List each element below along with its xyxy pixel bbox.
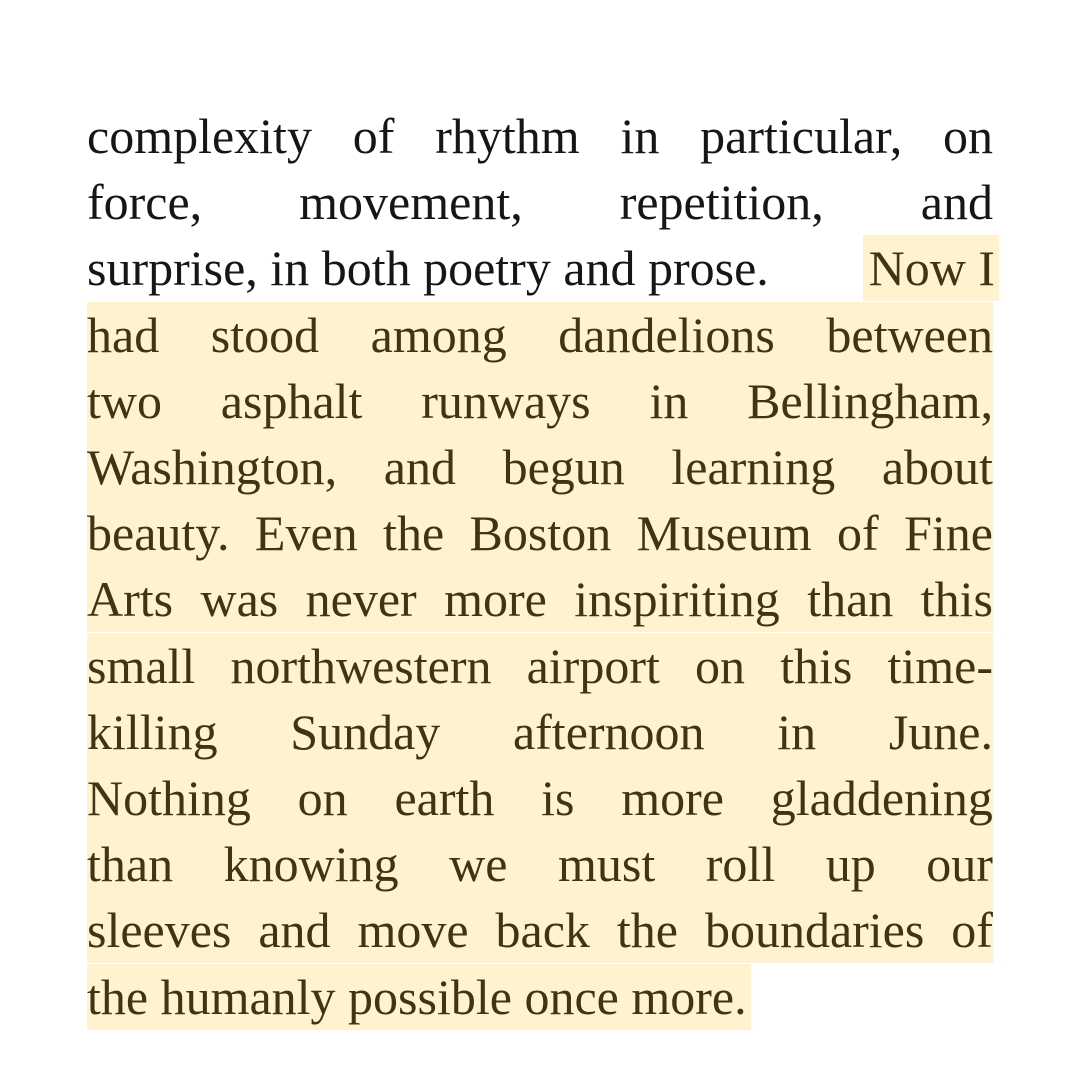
word: on bbox=[694, 637, 745, 694]
word: force, bbox=[87, 174, 203, 231]
highlighted-final-line: the humanly possible once more. bbox=[87, 964, 751, 1030]
word: small bbox=[87, 637, 196, 694]
word: begun bbox=[502, 439, 625, 495]
word: rhythm bbox=[435, 108, 580, 164]
word: this bbox=[920, 571, 993, 628]
word: afternoon bbox=[512, 703, 705, 760]
word: Fine bbox=[904, 505, 993, 562]
word: on bbox=[297, 770, 348, 826]
highlight-start-segment[interactable]: Now I bbox=[863, 235, 999, 301]
word: back bbox=[495, 902, 590, 959]
word: had bbox=[87, 306, 160, 363]
word: inspiriting bbox=[574, 571, 780, 628]
word: and bbox=[920, 174, 993, 231]
highlighted-text-line bbox=[87, 765, 993, 831]
plain-segment: surprise, in both poetry and prose. bbox=[87, 240, 769, 297]
word: the bbox=[616, 902, 678, 959]
word: stood bbox=[210, 306, 320, 363]
word: in bbox=[649, 372, 689, 429]
word: earth bbox=[394, 770, 495, 826]
word: in bbox=[620, 108, 660, 164]
word: our bbox=[926, 836, 993, 893]
word: more bbox=[621, 770, 724, 826]
word: never bbox=[305, 571, 417, 628]
word: on bbox=[943, 108, 993, 164]
word: and bbox=[258, 902, 331, 959]
word: movement, bbox=[299, 174, 523, 231]
word: Nothing bbox=[87, 770, 251, 826]
word: Sunday bbox=[290, 703, 441, 760]
word: complexity bbox=[87, 108, 312, 164]
word: and bbox=[383, 439, 456, 495]
word: Arts bbox=[87, 571, 174, 628]
word: killing bbox=[87, 703, 218, 760]
word: we bbox=[449, 836, 508, 893]
word: knowing bbox=[223, 836, 399, 893]
word: Bellingham, bbox=[747, 372, 993, 429]
word: than bbox=[807, 571, 894, 628]
word: dandelions bbox=[558, 306, 775, 363]
word: two bbox=[87, 372, 162, 429]
word: sleeves bbox=[87, 902, 232, 959]
word: gladdening bbox=[770, 770, 993, 826]
word: must bbox=[558, 836, 656, 893]
highlighted-text-line bbox=[87, 897, 993, 963]
word: Even bbox=[254, 505, 358, 562]
word: asphalt bbox=[220, 372, 363, 429]
mixed-text-line bbox=[87, 235, 993, 301]
word: particular, bbox=[700, 108, 903, 164]
word: time- bbox=[887, 637, 993, 694]
word: learning bbox=[671, 439, 836, 495]
text-line bbox=[87, 169, 993, 235]
word: of bbox=[951, 902, 993, 959]
word: up bbox=[825, 836, 876, 893]
highlighted-text-line bbox=[87, 368, 993, 434]
word: is bbox=[541, 770, 575, 826]
word: move bbox=[357, 902, 469, 959]
word: the bbox=[383, 505, 445, 562]
word: Museum bbox=[636, 505, 812, 562]
highlighted-text-line bbox=[87, 633, 993, 699]
word: boundaries bbox=[704, 902, 925, 959]
word: of bbox=[352, 108, 395, 164]
highlighted-text-line bbox=[87, 434, 993, 500]
word: was bbox=[200, 571, 279, 628]
highlighted-text-line bbox=[87, 831, 993, 897]
highlighted-text-line bbox=[87, 500, 993, 566]
word: northwestern bbox=[230, 637, 492, 694]
word: of bbox=[837, 505, 879, 562]
word: runways bbox=[421, 372, 591, 429]
word: Boston bbox=[469, 505, 612, 562]
word: roll bbox=[705, 836, 776, 893]
word: repetition, bbox=[619, 174, 824, 231]
word: than bbox=[87, 836, 174, 893]
word: June. bbox=[888, 703, 993, 760]
highlighted-text-line bbox=[87, 566, 993, 632]
word: between bbox=[826, 306, 993, 363]
word: among bbox=[370, 306, 507, 363]
text-line bbox=[87, 103, 993, 169]
word: more bbox=[444, 571, 547, 628]
highlighted-text-line bbox=[87, 699, 993, 765]
word: airport bbox=[526, 637, 660, 694]
word: in bbox=[777, 703, 817, 760]
highlighted-text-line bbox=[87, 302, 993, 368]
word: Washington, bbox=[87, 439, 338, 495]
word: about bbox=[881, 439, 993, 495]
word: this bbox=[780, 637, 853, 694]
word: beauty. bbox=[87, 505, 230, 562]
